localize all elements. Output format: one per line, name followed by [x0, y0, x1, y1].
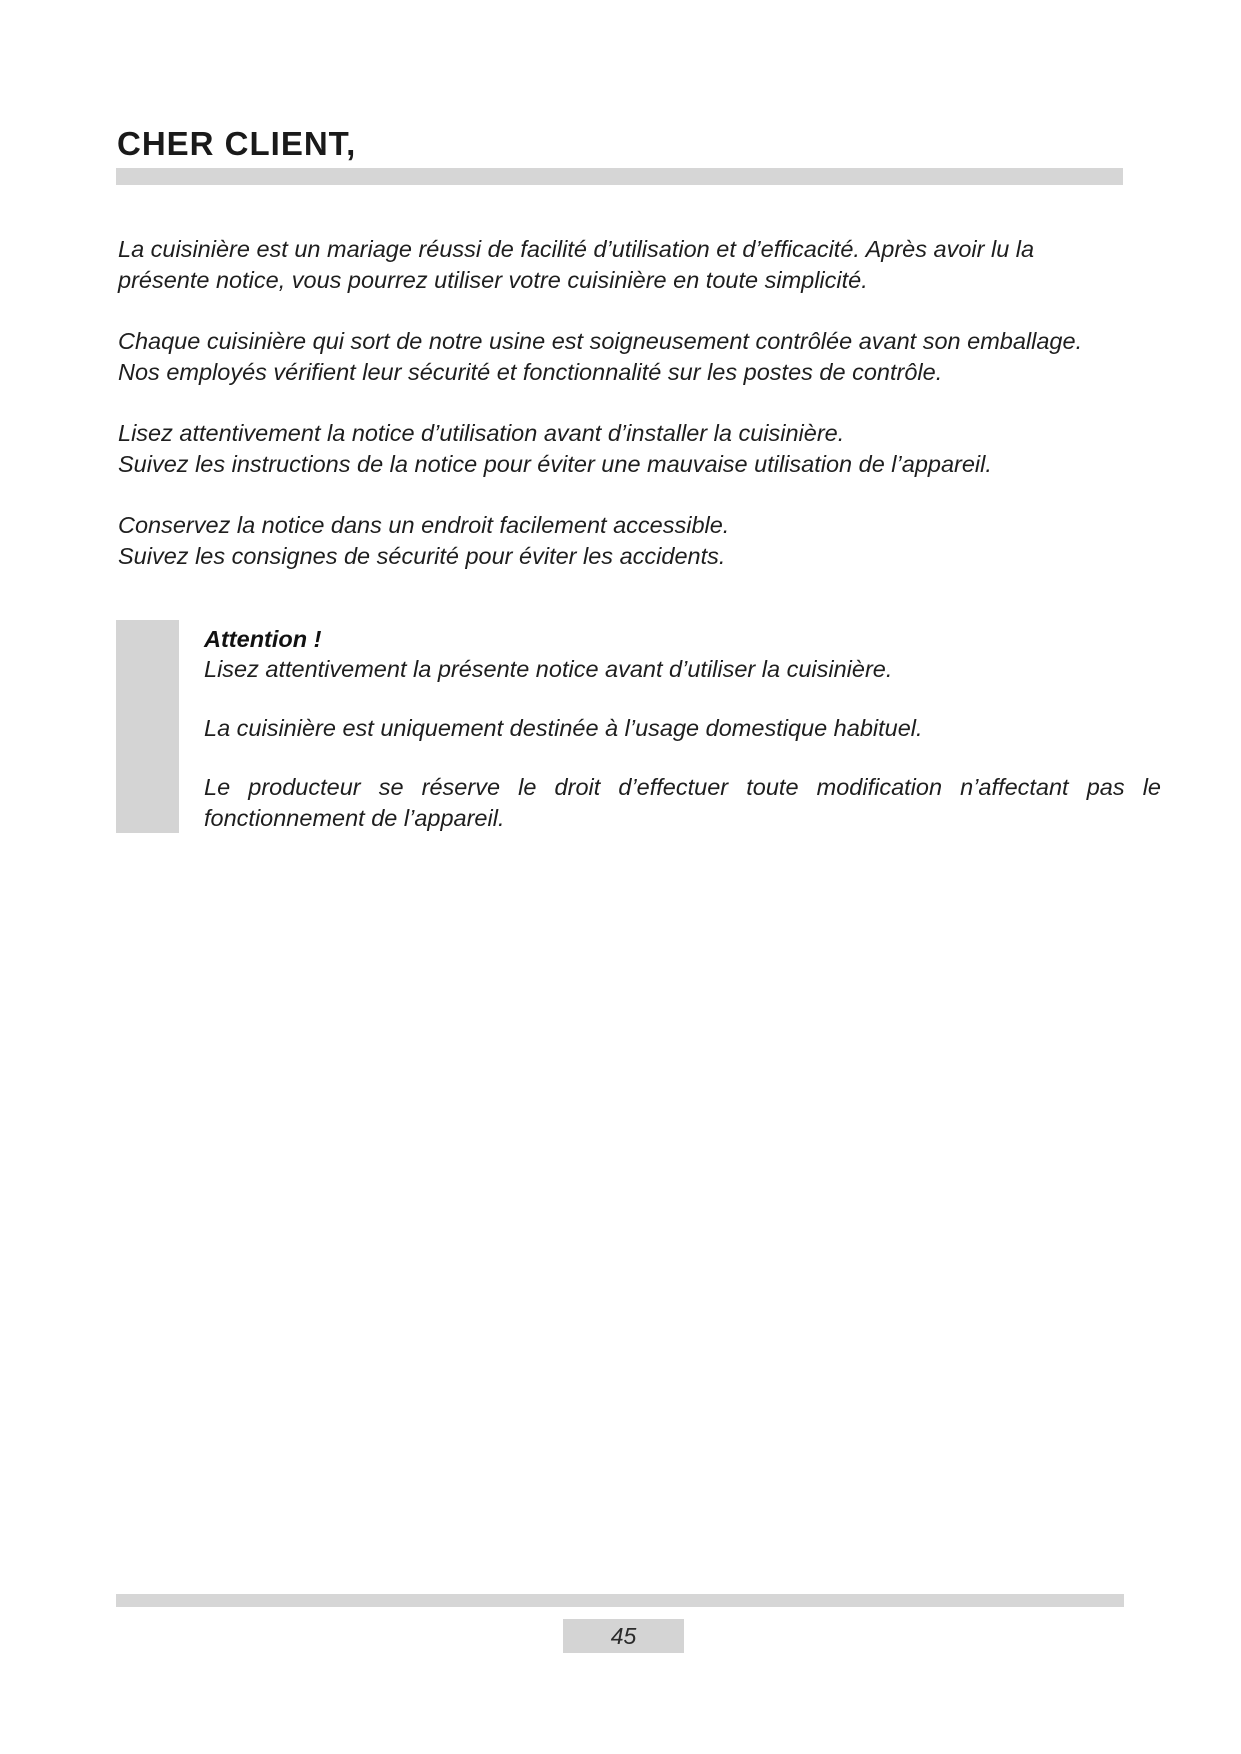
intro-paragraph-1: [118, 234, 1128, 296]
page-number: 45: [610, 1622, 637, 1649]
intro-paragraph-1-line-1: La cuisinière est un mariage réussi de facilité d’utilisation et d’efficacité. Après avoir lu la: [118, 236, 1035, 262]
page-number-box: [563, 1619, 684, 1653]
intro-paragraph-2-line-1: Chaque cuisinière qui sort de notre usine est soigneusement contrôlée avant son emballage.: [118, 328, 1083, 354]
intro-paragraph-3-line-1: Lisez attentivement la notice d’utilisation avant d’installer la cuisinière.: [118, 420, 845, 446]
footer-divider: [116, 1594, 1124, 1607]
intro-paragraph-3: [118, 418, 1128, 480]
page-title: CHER CLIENT,: [117, 125, 357, 162]
intro-paragraph-4-line-2: Suivez les consignes de sécurité pour éviter les accidents.: [118, 543, 726, 569]
intro-section: [118, 234, 1128, 602]
intro-paragraph-4-line-1: Conservez la notice dans un endroit facilement accessible.: [118, 512, 730, 538]
intro-paragraph-2: [118, 326, 1128, 388]
notice-heading: Attention !: [204, 626, 322, 652]
notice-paragraph-3: Le producteur se réserve le droit d’effectuer toute modification n’affectant pas le fonctionnement de l’appareil.: [204, 774, 1161, 831]
title-divider: [116, 168, 1123, 185]
intro-paragraph-1-line-2: présente notice, vous pourrez utiliser votre cuisinière en toute simplicité.: [118, 267, 868, 293]
intro-paragraph-2-line-2: Nos employés vérifient leur sécurité et fonctionnalité sur les postes de contrôle.: [118, 359, 943, 385]
intro-paragraph-4: [118, 510, 1128, 572]
notice-side-bar: [116, 620, 179, 833]
notice-paragraph-1: Lisez attentivement la présente notice avant d’utiliser la cuisinière.: [204, 656, 893, 682]
notice-paragraph-2: La cuisinière est uniquement destinée à l’usage domestique habituel.: [204, 715, 923, 741]
intro-paragraph-3-line-2: Suivez les instructions de la notice pour éviter une mauvaise utilisation de l’appareil.: [118, 451, 992, 477]
attention-notice: [204, 624, 1161, 862]
